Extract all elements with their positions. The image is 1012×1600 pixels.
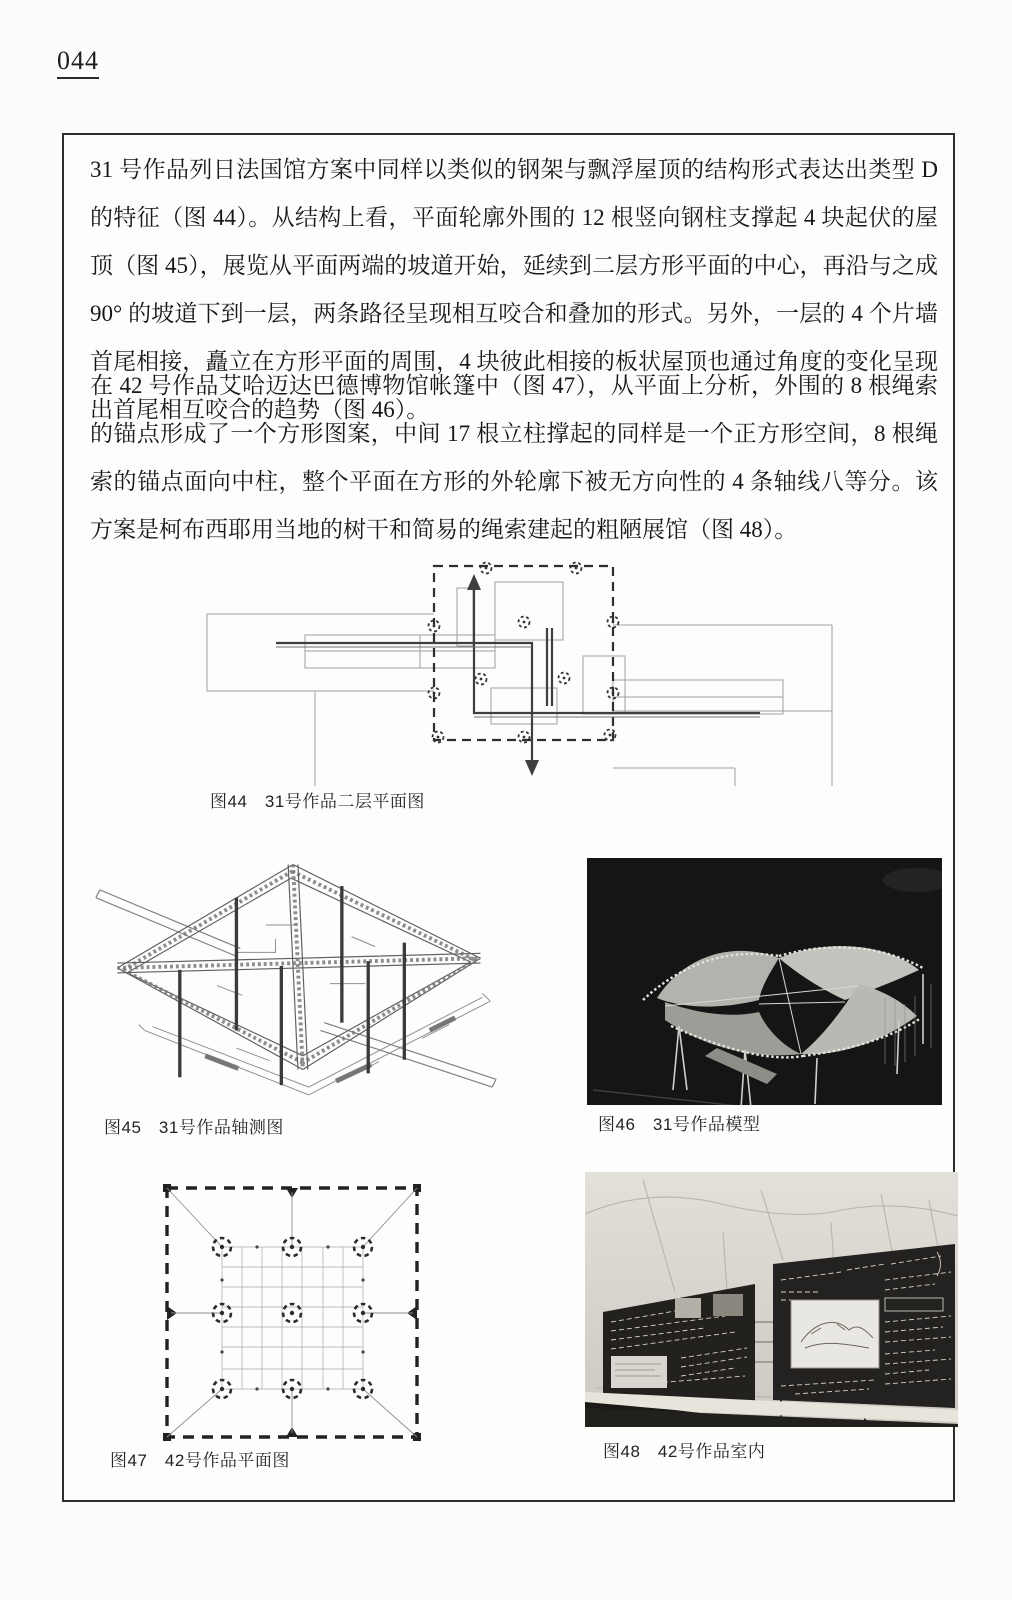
tent-plan-svg bbox=[148, 1162, 448, 1450]
figure-46-model-photo bbox=[587, 858, 942, 1105]
figure-45-axonometric-drawing bbox=[90, 836, 500, 1098]
figure-48-interior-photo bbox=[585, 1172, 958, 1427]
model-photo-svg bbox=[587, 858, 942, 1105]
up-arrow bbox=[467, 574, 481, 590]
figure-47-caption: 图47 42号作品平面图 bbox=[110, 1451, 290, 1470]
figure-45-caption: 图45 31号作品轴测图 bbox=[104, 1118, 284, 1137]
down-arrow bbox=[525, 760, 539, 776]
figure-48-caption: 图48 42号作品室内 bbox=[603, 1442, 766, 1461]
plan-drawing-svg bbox=[195, 538, 845, 786]
figure-46-caption: 图46 31号作品模型 bbox=[598, 1115, 761, 1134]
figure-44-caption: 图44 31号作品二层平面图 bbox=[210, 792, 425, 811]
figure-47-plan-drawing bbox=[148, 1162, 448, 1450]
figure-44-plan-drawing bbox=[195, 538, 845, 786]
axonometric-svg bbox=[90, 836, 500, 1098]
page-number: 044 bbox=[57, 46, 99, 79]
paragraph-work-31: 31 号作品列日法国馆方案中同样以类似的钢架与飘浮屋顶的结构形式表达出类型 D 的特征（图 44）。从结构上看，平面轮廓外围的 12 根竖向钢柱支撑起 4 块起伏的屋顶（图 45），展览从平面两端的坡道开始，延续到二层方形平面的中心，再沿与之成 90° 的坡道下到一层，两条路径呈现相互咬合和叠加的形式。另外，一层的 4 个片墙首尾相接，矗立在方形平面的周围，4 块彼此相接的板状屋顶也通过角度的变化呈现出首尾相互咬合的趋势（图 46）。 bbox=[90, 157, 938, 422]
interior-photo-svg bbox=[585, 1172, 958, 1427]
paragraph-work-42: 在 42 号作品艾哈迈达巴德博物馆帐篷中（图 47），从平面上分析，外围的 8 根绳索的锚点形成了一个方形图案，中间 17 根立柱撑起的同样是一个正方形空间，8 根绳索的锚点面向中柱，整个平面在方形的外轮廓下被无方向性的 4 条轴线八等分。该方案是柯布西耶用当地的树干和简易的绳索建起的粗陋展馆（图 48）。 bbox=[90, 373, 938, 542]
tent-columns bbox=[213, 1238, 372, 1398]
